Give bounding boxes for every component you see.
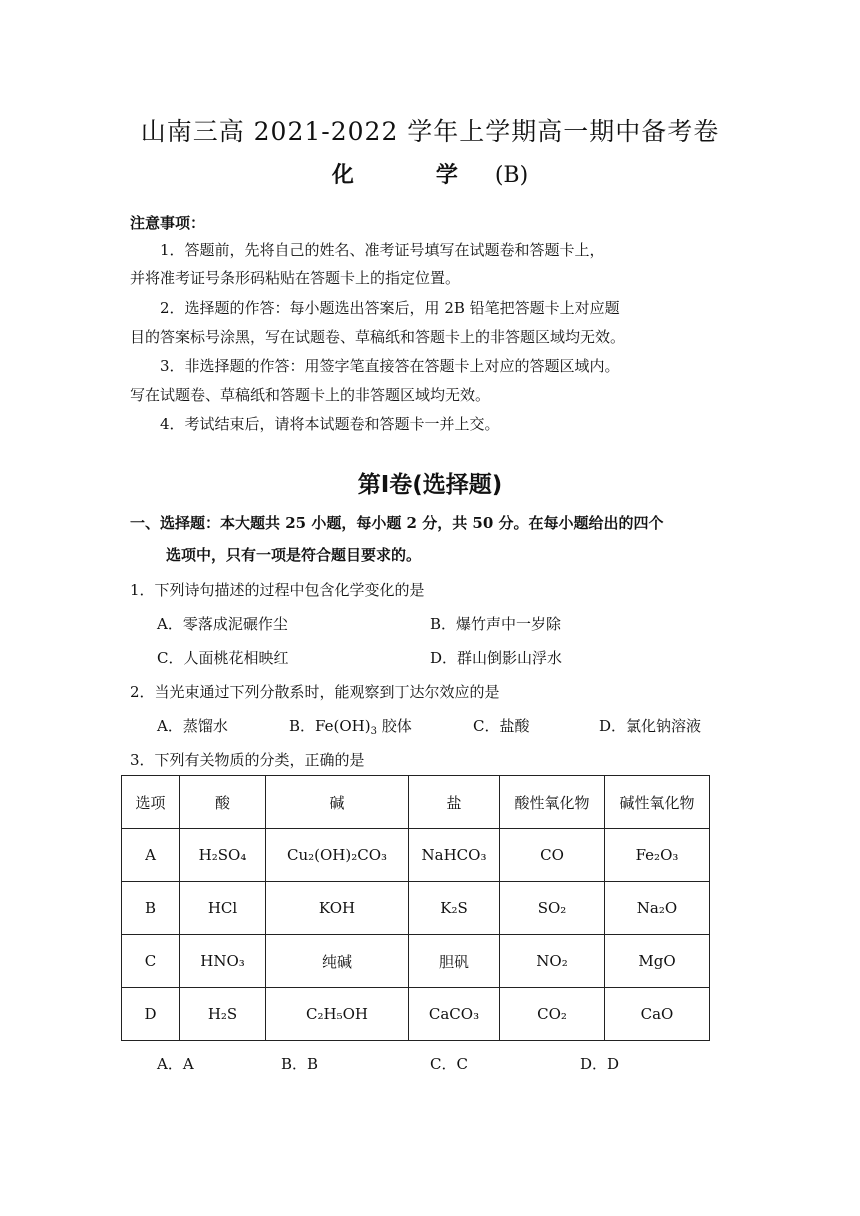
question-3-option-d: D．D [580, 1055, 620, 1073]
question-2-option-c: C．盐酸 [473, 717, 530, 735]
subject-name: 化 学 [331, 162, 488, 188]
table-cell: CO [500, 829, 605, 882]
table-cell: MgO [605, 935, 710, 988]
option-b-subscript: 3 [370, 726, 377, 737]
table-cell: Na₂O [605, 882, 710, 935]
notice-line-3: 2．选择题的作答：每小题选出答案后，用 2B 铅笔把答题卡上对应题 [160, 299, 620, 317]
edition-label: (B) [494, 163, 529, 188]
question-2-option-b [289, 715, 412, 736]
exam-title: 山南三高 2021-2022 学年上学期高一期中备考卷 [140, 117, 720, 146]
table-cell: KOH [266, 882, 409, 935]
question-2-stem: 2．当光束通过下列分散系时，能观察到丁达尔效应的是 [130, 683, 500, 701]
notice-line-4: 目的答案标号涂黑，写在试题卷、草稿纸和答题卡上的非答题区域均无效。 [130, 328, 626, 346]
table-cell: 胆矾 [409, 935, 500, 988]
table-cell: CO₂ [500, 988, 605, 1041]
notice-line-2: 并将准考证号条形码粘贴在答题卡上的指定位置。 [130, 269, 461, 287]
question-1-stem: 1．下列诗句描述的过程中包含化学变化的是 [130, 581, 425, 599]
table-cell: D [122, 988, 180, 1041]
table-header-cell: 盐 [409, 776, 500, 829]
table-row [122, 829, 710, 882]
table-row [122, 988, 710, 1041]
table-cell: A [122, 829, 180, 882]
section-instruction-line-2: 选项中，只有一项是符合题目要求的。 [166, 546, 422, 564]
question-1-option-a: A．零落成泥碾作尘 [157, 615, 288, 633]
question-1-option-b: B．爆竹声中一岁除 [430, 615, 562, 633]
table-cell: C [122, 935, 180, 988]
table-cell: Cu₂(OH)₂CO₃ [266, 829, 409, 882]
table-row [122, 935, 710, 988]
question-3-option-b: B．B [281, 1055, 319, 1073]
table-cell: SO₂ [500, 882, 605, 935]
question-1-option-d: D．群山倒影山浮水 [430, 649, 563, 667]
exam-subject [0, 158, 860, 189]
table-cell: CaO [605, 988, 710, 1041]
notice-line-7: 4．考试结束后，请将本试题卷和答题卡一并上交。 [160, 415, 500, 433]
table-cell: C₂H₅OH [266, 988, 409, 1041]
table-header-cell: 碱 [266, 776, 409, 829]
option-b-text: 胶体 [376, 717, 412, 735]
table-cell: HNO₃ [180, 935, 266, 988]
table-cell: H₂S [180, 988, 266, 1041]
table-cell: B [122, 882, 180, 935]
section-instruction-line-1: 一、选择题：本大题共 25 小题，每小题 2 分，共 50 分。在每小题给出的四个 [130, 514, 664, 532]
table-row [122, 882, 710, 935]
part-one-title: 第Ⅰ卷(选择题) [357, 472, 503, 498]
table-cell: 纯碱 [266, 935, 409, 988]
question-3-option-c: C．C [430, 1055, 468, 1073]
table-header-row [122, 776, 710, 829]
table-cell: Fe₂O₃ [605, 829, 710, 882]
notice-heading: 注意事项： [130, 214, 206, 232]
table-cell: CaCO₃ [409, 988, 500, 1041]
notice-line-5: 3．非选择题的作答：用签字笔直接答在答题卡上对应的答题区域内。 [160, 357, 620, 375]
table-header-cell: 选项 [122, 776, 180, 829]
table-cell: HCl [180, 882, 266, 935]
question-2-option-d: D．氯化钠溶液 [599, 717, 702, 735]
option-b-formula: B．Fe(OH) [289, 717, 371, 735]
question-1-option-c: C．人面桃花相映红 [157, 649, 289, 667]
question-2-option-a: A．蒸馏水 [157, 717, 228, 735]
table-header-cell: 酸 [180, 776, 266, 829]
table-cell: K₂S [409, 882, 500, 935]
table-cell: H₂SO₄ [180, 829, 266, 882]
question-3-stem: 3．下列有关物质的分类，正确的是 [130, 751, 365, 769]
table-cell: NO₂ [500, 935, 605, 988]
question-3-option-a: A．A [157, 1055, 194, 1073]
notice-line-6: 写在试题卷、草稿纸和答题卡上的非答题区域均无效。 [130, 386, 491, 404]
notice-line-1: 1．答题前，先将自己的姓名、准考证号填写在试题卷和答题卡上， [160, 241, 605, 259]
table-header-cell: 酸性氧化物 [500, 776, 605, 829]
classification-table [121, 775, 710, 1041]
table-cell: NaHCO₃ [409, 829, 500, 882]
table-header-cell: 碱性氧化物 [605, 776, 710, 829]
